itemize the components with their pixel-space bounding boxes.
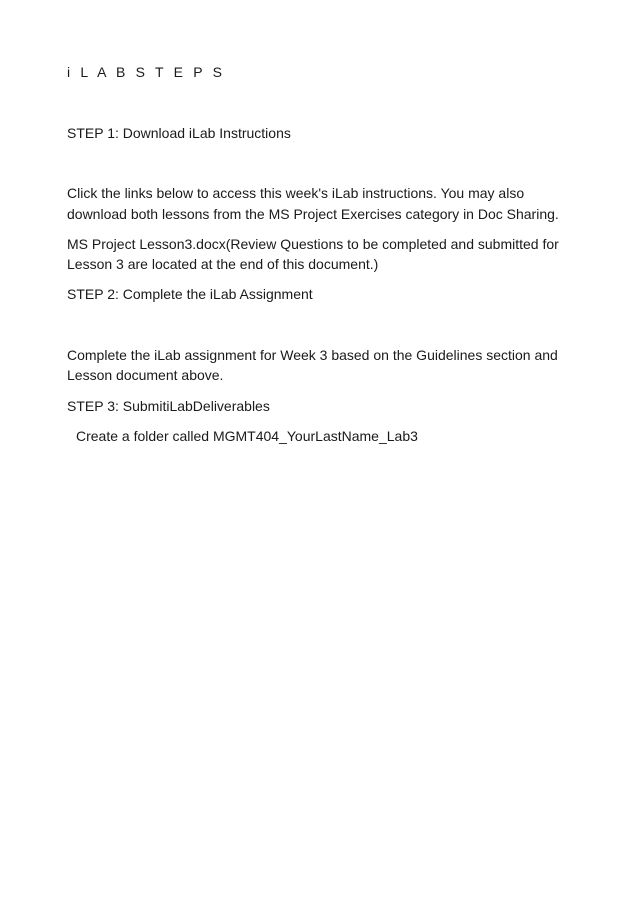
page-title: i L A B S T E P S: [67, 64, 226, 80]
step1-paragraph-line: Click the links below to access this week's iLab instructions. You may also: [67, 185, 525, 201]
step2-paragraph-line: Lesson document above.: [67, 367, 224, 383]
step2-paragraph-line: Complete the iLab assignment for Week 3 based on the Guidelines section and: [67, 347, 558, 363]
step1-heading: STEP 1: Download iLab Instructions: [67, 125, 291, 141]
step2-heading: STEP 2: Complete the iLab Assignment: [67, 286, 313, 302]
step3-heading: STEP 3: SubmitiLabDeliverables: [67, 398, 270, 414]
step3-item: Create a folder called MGMT404_YourLastName_Lab3: [76, 428, 418, 444]
step1-lesson-line: MS Project Lesson3.docx(Review Questions to be completed and submitted for: [67, 236, 559, 252]
step1-lesson-line: Lesson 3 are located at the end of this document.): [67, 256, 379, 272]
step1-paragraph-line: download both lessons from the MS Project Exercises category in Doc Sharing.: [67, 206, 559, 222]
